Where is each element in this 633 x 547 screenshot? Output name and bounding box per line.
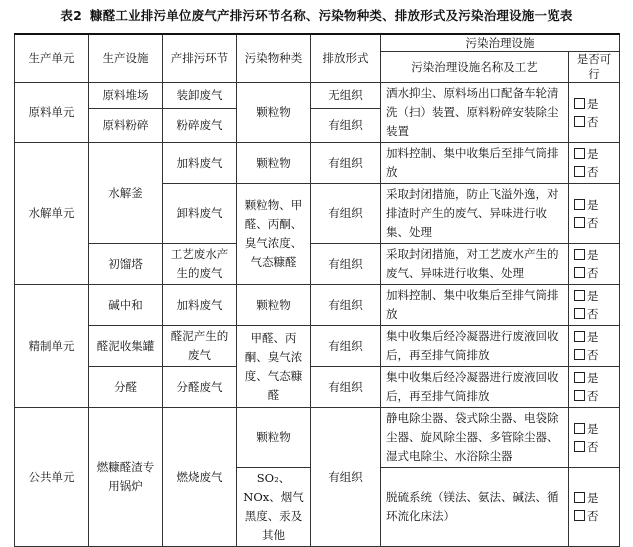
table-row — [15, 408, 620, 468]
pollutant-cell: 颗粒物 — [237, 408, 311, 468]
feasibility-check — [569, 184, 620, 244]
feasibility-check — [569, 367, 620, 408]
no-label: 否 — [587, 439, 599, 454]
yes-label: 是 — [587, 197, 599, 212]
no-checkbox[interactable] — [574, 217, 585, 228]
header-emission: 排放形式 — [311, 34, 381, 83]
feasibility-check — [569, 285, 620, 326]
facility-cell: 燃糠醛渣专用锅炉 — [89, 408, 163, 547]
yes-checkbox[interactable] — [574, 249, 585, 260]
feasibility-check — [569, 468, 620, 547]
facility-cell: 醛泥收集罐 — [89, 326, 163, 367]
yes-label: 是 — [587, 248, 599, 262]
header-feasible: 是否可行 — [569, 52, 620, 83]
no-checkbox[interactable] — [574, 441, 585, 452]
table-row — [15, 143, 620, 184]
table-title: 糠醛工业排污单位废气产排污环节名称、污染物种类、排放形式及污染治理设施一览表 — [90, 8, 573, 23]
header-treatment-group: 污染治理设施 — [381, 34, 620, 52]
treatment-cell: 静电除尘器、袋式除尘器、电袋除尘器、旋风除尘器、多管除尘器、湿式电除尘、水浴除尘器 — [381, 408, 569, 468]
no-checkbox[interactable] — [574, 349, 585, 360]
feasibility-check — [569, 143, 620, 184]
no-checkbox[interactable] — [574, 510, 585, 521]
facility-cell: 水解釜 — [89, 143, 163, 244]
table-row — [15, 285, 620, 326]
pollutant-cell: 颗粒物 — [237, 143, 311, 184]
yes-label: 是 — [587, 491, 599, 505]
feasibility-check — [569, 83, 620, 143]
emission-cell: 有组织 — [311, 143, 381, 184]
emission-cell: 有组织 — [311, 184, 381, 244]
pollutant-cell: SO₂、NOx、烟气黑度、汞及其他 — [237, 468, 311, 547]
emission-cell: 有组织 — [311, 244, 381, 285]
emission-cell: 有组织 — [311, 326, 381, 367]
header-facility: 生产设施 — [89, 34, 163, 83]
facility-cell: 分醛 — [89, 367, 163, 408]
link-cell: 粉碎废气 — [163, 108, 237, 142]
yes-label: 是 — [587, 147, 599, 161]
treatment-cell: 集中收集后经冷凝器进行废液回收后，再至排气筒排放 — [381, 367, 569, 408]
emission-cell: 无组织 — [311, 83, 381, 109]
header-link: 产排污环节 — [163, 34, 237, 83]
table-number: 表2 — [60, 8, 82, 23]
no-label: 否 — [587, 266, 599, 280]
facility-cell: 原料粉碎 — [89, 108, 163, 142]
no-checkbox[interactable] — [574, 116, 585, 127]
yes-checkbox[interactable] — [574, 423, 585, 434]
header-treatment-name: 污染治理设施名称及工艺 — [381, 52, 569, 83]
link-cell: 分醛废气 — [163, 367, 237, 408]
unit-cell: 原料单元 — [15, 83, 89, 143]
link-cell: 卸料废气 — [163, 184, 237, 244]
feasibility-check — [569, 244, 620, 285]
emission-cell: 有组织 — [311, 408, 381, 547]
header-pollutant: 污染物种类 — [237, 34, 311, 83]
no-label: 否 — [587, 114, 599, 129]
yes-checkbox[interactable] — [574, 199, 585, 210]
unit-cell: 公共单元 — [15, 408, 89, 547]
no-label: 否 — [587, 165, 599, 179]
table-row — [15, 244, 620, 285]
no-label: 否 — [587, 348, 599, 362]
emission-cell: 有组织 — [311, 285, 381, 326]
header-row — [15, 34, 620, 52]
treatment-cell: 加料控制、集中收集后至排气筒排放 — [381, 285, 569, 326]
no-label: 否 — [587, 389, 599, 403]
treatment-cell: 采取封闭措施，防止飞溢外逸，对排渣时产生的废气、异味进行收集、处理 — [381, 184, 569, 244]
yes-checkbox[interactable] — [574, 492, 585, 503]
yes-checkbox[interactable] — [574, 98, 585, 109]
treatment-cell: 采取封闭措施，对工艺废水产生的废气、异味进行收集、处理 — [381, 244, 569, 285]
no-checkbox[interactable] — [574, 267, 585, 278]
pollutant-cell: 颗粒物、甲醛、丙酮、臭气浓度、气态糠醛 — [237, 184, 311, 285]
emission-table — [14, 33, 620, 547]
pollutant-cell: 甲醛、丙酮、臭气浓度、气态糠醛 — [237, 326, 311, 408]
table-row — [15, 83, 620, 109]
yes-checkbox[interactable] — [574, 372, 585, 383]
link-cell: 醛泥产生的废气 — [163, 326, 237, 367]
facility-cell: 碱中和 — [89, 285, 163, 326]
facility-cell: 原料堆场 — [89, 83, 163, 109]
no-checkbox[interactable] — [574, 166, 585, 177]
no-label: 否 — [587, 509, 599, 523]
treatment-cell: 集中收集后经冷凝器进行废液回收后，再至排气筒排放 — [381, 326, 569, 367]
treatment-cell: 洒水抑尘、原料场出口配备车轮清洗（扫）装置、原料粉碎安装除尘装置 — [381, 83, 569, 143]
no-label: 否 — [587, 215, 599, 230]
treatment-cell: 加料控制、集中收集后至排气筒排放 — [381, 143, 569, 184]
table-caption — [0, 6, 633, 24]
yes-checkbox[interactable] — [574, 148, 585, 159]
unit-cell: 精制单元 — [15, 285, 89, 408]
link-cell: 加料废气 — [163, 143, 237, 184]
yes-label: 是 — [587, 421, 599, 436]
yes-checkbox[interactable] — [574, 331, 585, 342]
emission-cell: 有组织 — [311, 367, 381, 408]
table-row — [15, 367, 620, 408]
pollutant-cell: 颗粒物 — [237, 83, 311, 143]
yes-checkbox[interactable] — [574, 290, 585, 301]
feasibility-check — [569, 408, 620, 468]
link-cell: 工艺废水产生的废气 — [163, 244, 237, 285]
facility-cell: 初馏塔 — [89, 244, 163, 285]
yes-label: 是 — [587, 96, 599, 111]
no-checkbox[interactable] — [574, 390, 585, 401]
unit-cell: 水解单元 — [15, 143, 89, 285]
treatment-cell: 脱硫系统（镁法、氨法、碱法、循环流化床法） — [381, 468, 569, 547]
no-checkbox[interactable] — [574, 308, 585, 319]
link-cell: 燃烧废气 — [163, 408, 237, 547]
header-unit: 生产单元 — [15, 34, 89, 83]
link-cell: 加料废气 — [163, 285, 237, 326]
yes-label: 是 — [587, 371, 599, 385]
yes-label: 是 — [587, 330, 599, 344]
pollutant-cell: 颗粒物 — [237, 285, 311, 326]
feasibility-check — [569, 326, 620, 367]
link-cell: 装卸废气 — [163, 83, 237, 109]
emission-cell: 有组织 — [311, 108, 381, 142]
yes-label: 是 — [587, 289, 599, 303]
no-label: 否 — [587, 307, 599, 321]
table-row — [15, 326, 620, 367]
